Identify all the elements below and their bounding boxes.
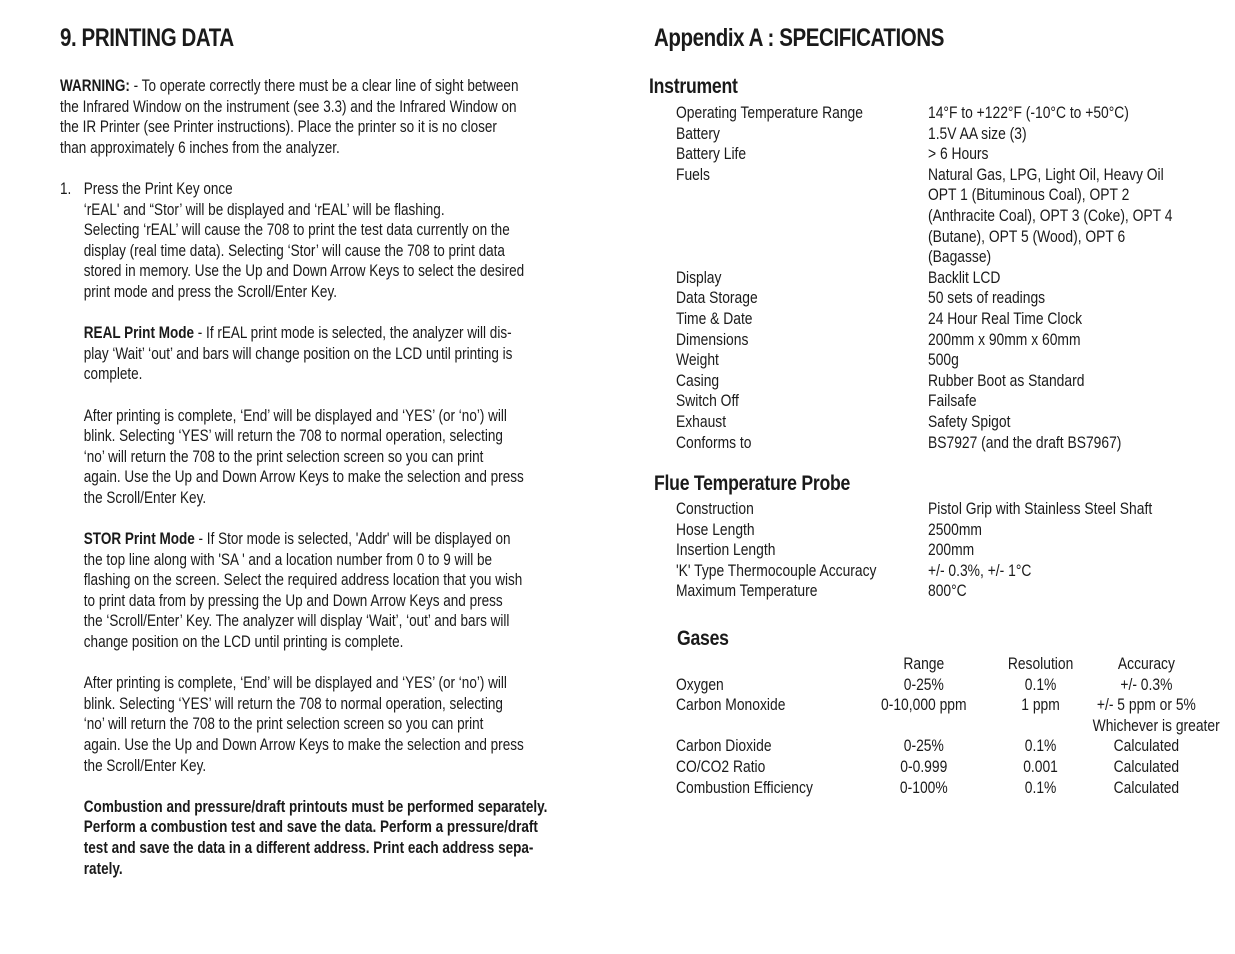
step-line: print mode and press the Scroll/Enter Key.: [83, 282, 337, 301]
warning-line: than approximately 6 inches from the analyzer.: [60, 138, 340, 157]
after-line: the Scroll/Enter Key.: [83, 756, 207, 775]
spec-value: 500g: [928, 351, 959, 370]
real-line: complete.: [83, 365, 143, 384]
gases-col-header: [676, 654, 859, 675]
step-line: Selecting ‘rEAL’ will cause the 708 to print the test data currently on the: [83, 221, 510, 240]
spec-value: Rubber Boot as Standard: [928, 371, 1085, 390]
spec-row-weight: [676, 350, 1205, 371]
spec-row-battery: [676, 124, 1205, 145]
gas-accuracy: Calculated: [1113, 778, 1180, 797]
spec-row-maximum-temperature: [676, 581, 1205, 602]
real-print-mode-paragraph: [60, 323, 585, 385]
gas-resolution: 0.001: [1023, 757, 1058, 776]
spec-value: [928, 165, 1205, 268]
spec-label: Time & Date: [676, 309, 753, 328]
after-line: After printing is complete, ‘End’ will be displayed and ‘YES’ (or ‘no’) will: [83, 406, 507, 425]
stor-line: flashing on the screen. Select the required address location that you wish: [83, 571, 523, 590]
step-line: stored in memory. Use the Up and Down Arrow Keys to select the desired: [83, 262, 525, 281]
gases-table: [676, 654, 1220, 798]
spec-value: 50 sets of readings: [928, 289, 1046, 308]
stor-print-mode-label: STOR Print Mode: [83, 530, 195, 549]
gases-col-header-resolution: Resolution: [1007, 655, 1074, 673]
spec-label: Casing: [676, 371, 720, 390]
step-number: 1.: [60, 179, 72, 198]
spec-value-line: Natural Gas, LPG, Light Oil, Heavy Oil: [928, 165, 1164, 184]
spec-value-line: (Butane), OPT 5 (Wood), OPT 6: [928, 227, 1126, 246]
spec-value: 14°F to +122°F (-10°C to +50°C): [928, 104, 1129, 122]
gas-accuracy: Whichever is greater: [1092, 716, 1220, 735]
after-line: blink. Selecting ‘YES’ will return the 708 to normal operation, selecting: [83, 694, 503, 713]
gases-row-oxygen: [676, 675, 1200, 696]
spec-row-display: [676, 268, 1205, 289]
after-line: ‘no’ will return the 708 to the print selection screen so you can print: [83, 447, 484, 466]
spec-value: 200mm x 90mm x 60mm: [928, 330, 1081, 349]
gas-name: [676, 716, 859, 737]
spec-value: 1.5V AA size (3): [928, 124, 1027, 143]
spec-label: Operating Temperature Range: [676, 104, 863, 122]
gas-name: Carbon Dioxide: [676, 737, 772, 756]
probe-spec-table: [676, 499, 1205, 602]
gases-row-carbon-dioxide: [676, 736, 1200, 757]
gas-name: CO/CO2 Ratio: [676, 757, 766, 776]
gases-row-carbon-monoxide-note: [676, 716, 1220, 737]
after-printing-paragraph-1: [60, 406, 585, 509]
step-1: [60, 179, 585, 303]
spec-row-time-date: [676, 309, 1205, 330]
spec-row-switch-off: [676, 391, 1205, 412]
spec-value: 24 Hour Real Time Clock: [928, 309, 1083, 328]
warning-line: - To operate correctly there must be a clear line of sight between: [129, 77, 519, 95]
gas-range: [859, 716, 988, 737]
spec-label: Dimensions: [676, 330, 749, 349]
spec-label: Construction: [676, 500, 754, 518]
spec-label: Fuels: [676, 165, 710, 184]
spec-value: 2500mm: [928, 520, 982, 539]
spec-label: Conforms to: [676, 433, 752, 452]
gas-resolution: 1 ppm: [1021, 696, 1060, 715]
spec-value: Backlit LCD: [928, 268, 1001, 287]
spec-value: Pistol Grip with Stainless Steel Shaft: [928, 500, 1153, 518]
gas-range: 0-25%: [903, 675, 944, 694]
gases-header-row: [676, 654, 1200, 675]
gas-range: 0-10,000 ppm: [881, 696, 967, 715]
printing-data-body: [60, 76, 585, 879]
spec-label: Maximum Temperature: [676, 582, 818, 601]
spec-row-thermocouple-accuracy: [676, 561, 1205, 582]
spec-row-battery-life: [676, 144, 1205, 165]
note-line: Perform a combustion test and save the data. Perform a pressure/draft: [83, 818, 538, 837]
separate-printouts-note: [60, 797, 585, 879]
spec-label: 'K' Type Thermocouple Accuracy: [676, 561, 877, 580]
spec-label: Hose Length: [676, 520, 755, 539]
spec-row-data-storage: [676, 288, 1205, 309]
spec-value: Failsafe: [928, 392, 977, 411]
spec-value: Safety Spigot: [928, 412, 1011, 431]
page-title-specifications: Appendix A : SPECIFICATIONS: [654, 24, 944, 52]
after-line: blink. Selecting ‘YES’ will return the 708 to normal operation, selecting: [83, 427, 503, 446]
gas-resolution: 0.1%: [1024, 778, 1057, 797]
spec-row-exhaust: [676, 412, 1205, 433]
section-heading-gases: Gases: [677, 627, 729, 650]
note-line: Combustion and pressure/draft printouts must be performed separately.: [83, 797, 548, 816]
spec-value: +/- 0.3%, +/- 1°C: [928, 561, 1032, 580]
real-print-mode-label: REAL Print Mode: [83, 324, 195, 343]
gas-resolution: [988, 716, 1092, 737]
spec-value-line: (Anthracite Coal), OPT 3 (Coke), OPT 4: [928, 206, 1173, 225]
spec-row-casing: [676, 371, 1205, 392]
gas-range: 0-25%: [903, 737, 944, 756]
after-line: again. Use the Up and Down Arrow Keys to make the selection and press: [83, 736, 524, 754]
gases-col-header-accuracy: Accuracy: [1117, 655, 1175, 673]
gas-name: Oxygen: [676, 675, 724, 694]
gases-row-combustion-efficiency: [676, 778, 1200, 799]
warning-label: WARNING:: [60, 77, 130, 95]
stor-line: - If Stor mode is selected, 'Addr' will be displayed on: [194, 530, 511, 549]
gas-accuracy: Calculated: [1113, 757, 1180, 776]
gas-range: 0-100%: [899, 778, 948, 797]
spec-label: Data Storage: [676, 289, 758, 308]
note-line: test and save the data in a different address. Print each address sepa-: [83, 838, 534, 857]
step-title: Press the Print Key once: [83, 179, 233, 198]
instrument-spec-table: [676, 103, 1205, 453]
spec-value: > 6 Hours: [928, 145, 989, 164]
step-line: display (real time data). Selecting ‘Stor’ will cause the 708 to print data: [83, 241, 505, 260]
spec-row-hose-length: [676, 520, 1205, 541]
after-line: again. Use the Up and Down Arrow Keys to make the selection and press: [83, 468, 524, 487]
real-line: - If rEAL print mode is selected, the analyzer will dis-: [194, 324, 512, 343]
stor-line: to print data from by pressing the Up and Down Arrow Keys and press: [83, 591, 503, 610]
after-line: the Scroll/Enter Key.: [83, 488, 207, 507]
step-line: ‘rEAL' and “Stor’ will be displayed and ‘rEAL’ will be flashing.: [83, 200, 445, 219]
after-line: After printing is complete, ‘End’ will be displayed and ‘YES’ (or ‘no’) will: [83, 674, 507, 693]
spec-label: Exhaust: [676, 412, 727, 431]
real-line: play ‘Wait’ ‘out’ and bars will change position on the LCD until printing is: [83, 344, 513, 363]
spec-label: Insertion Length: [676, 541, 776, 560]
gas-name: Carbon Monoxide: [676, 696, 786, 715]
stor-line: change position on the LCD until printing is complete.: [83, 633, 404, 652]
stor-line: the top line along with 'SA ' and a location number from 0 to 9 will be: [83, 550, 493, 569]
stor-line: the ‘Scroll/Enter’ Key. The analyzer will display ‘Wait’, ‘out’ and bars will: [83, 612, 510, 631]
section-heading-instrument: Instrument: [649, 75, 738, 98]
spec-row-insertion-length: [676, 540, 1205, 561]
spec-label: Battery Life: [676, 145, 747, 164]
spec-label: Weight: [676, 351, 719, 370]
spec-value-line: OPT 1 (Bituminous Coal), OPT 2: [928, 186, 1130, 205]
gas-accuracy: +/- 0.3%: [1120, 675, 1173, 694]
note-line: rately.: [83, 859, 123, 878]
gas-accuracy: +/- 5 ppm or 5%: [1096, 696, 1196, 715]
gases-row-co-co2-ratio: [676, 757, 1200, 778]
stor-print-mode-paragraph: [60, 529, 585, 653]
spec-row-operating-temperature: [676, 103, 1205, 124]
spec-row-conforms-to: [676, 433, 1205, 454]
page-title-printing-data: 9. PRINTING DATA: [60, 24, 234, 52]
spec-value: 200mm: [928, 541, 975, 560]
warning-paragraph: [60, 76, 585, 158]
spec-value: 800°C: [928, 582, 967, 601]
spec-value: BS7927 (and the draft BS7967): [928, 433, 1122, 452]
spec-row-construction: [676, 499, 1205, 520]
after-printing-paragraph-2: [60, 673, 585, 776]
spec-label: Switch Off: [676, 392, 739, 411]
spec-row-dimensions: [676, 330, 1205, 351]
gas-accuracy: Calculated: [1113, 737, 1180, 756]
after-line: ‘no’ will return the 708 to the print selection screen so you can print: [83, 715, 484, 734]
spec-row-fuels: [676, 165, 1205, 268]
spec-label: Battery: [676, 124, 720, 143]
gas-resolution: 0.1%: [1024, 675, 1057, 694]
gases-row-carbon-monoxide: [676, 695, 1200, 716]
gas-name: Combustion Efficiency: [676, 778, 813, 797]
spec-value-line: (Bagasse): [928, 248, 992, 267]
gas-range: 0-0.999: [900, 757, 948, 776]
section-heading-flue-probe: Flue Temperature Probe: [654, 472, 851, 495]
gas-resolution: 0.1%: [1024, 737, 1057, 756]
warning-line: the Infrared Window on the instrument (see 3.3) and the Infrared Window on: [60, 97, 517, 116]
gases-col-header-range: Range: [903, 655, 945, 673]
warning-line: the IR Printer (see Printer instructions). Place the printer so it is no closer: [60, 118, 497, 137]
spec-label: Display: [676, 268, 722, 287]
